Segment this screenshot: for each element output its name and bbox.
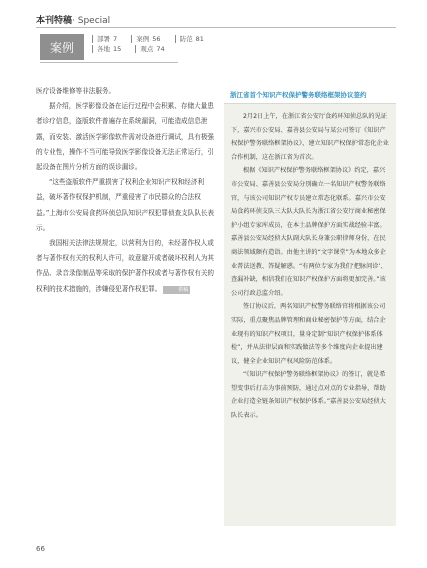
header-divider (36, 27, 396, 28)
stat-label: 案例 (136, 35, 150, 43)
stat-value: 7 (113, 35, 118, 43)
stats-separator (135, 45, 136, 53)
sidebar-paragraph: 根据《知识产权保护警务联络框架协议》约定，嘉兴市公安局、嘉善县公安局分别确立一名知识产权警务联络官，与该公司知识产权专员建立常态化联系。嘉兴市公安局食药环侦支队三大队大队长为浙江省公安厅商业秘密保护小组专家库成员，在本土品牌保护方面实战经验丰富。嘉善县公安局经侦大队副大队长身兼公职律师身份，在民商法领域颇有造诣。由他主讲的“文字课堂”为本地众多企业普法送教、答疑解惑。“有两位专家为我们‘把脉问诊’、查漏补缺，相信我们在知识产权保护方面将更加完善。”该公司行政总监介绍。 (231, 167, 387, 297)
section-title-sub: · Special (72, 16, 111, 26)
article-paragraph: “这些盗版软件严重损害了权利企业知识产权和经济利益，破坏著作权保护机制，严重侵害了市民群众的合法权益。”上海市公安局食药环侦总队知识产权犯罪侦查支队队长表示。 (36, 178, 215, 232)
stats-row-2 (92, 44, 216, 54)
stat-value: 81 (195, 35, 204, 43)
article-paragraph: 医疗设备维修等非法服务。 (36, 87, 116, 95)
stat-label: 各地 (97, 45, 110, 53)
section-stats (92, 34, 216, 54)
section-title (36, 13, 110, 26)
stats-separator (92, 35, 93, 43)
stat-label: 观点 (140, 45, 154, 53)
source-badge: 供稿 (163, 286, 190, 294)
article-paragraph-last (36, 236, 216, 297)
stat-value: 56 (152, 35, 161, 43)
stats-separator (131, 35, 132, 43)
main-article (36, 84, 216, 297)
sidebar-body (224, 104, 396, 429)
stat-label: 防范 (179, 35, 193, 43)
page-number: 66 (36, 545, 45, 553)
section-title-main: 本刊特稿 (36, 16, 73, 26)
article-paragraph: 据介绍，医学影像设备在运行过程中会积累、存储大量患者诊疗信息，盗版软件普遍存在系统漏洞，可能造成信息泄露，而安装、激活医学影像软件需对设备进行调试，具有极强的专业性，操作不当可能导致医学影像设备无法正常运行，引起设备在图片分析方面的误诊漏诊。 (36, 102, 215, 172)
sidebar-paragraph: 签订协议后，两名知识产权警务联络官将根据该公司实际，重点聚焦品牌管理和商业秘密保护等方面，结合企业现有的知识产权项目，量身定制“知识产权保护体系体检”，并从法律层面和实践做法等多个维度向企业提出建议，健全企业知识产权风险防范体系。 (231, 303, 386, 365)
stats-row-1 (92, 34, 216, 44)
article-paragraph-text: 我国相关法律法规规定，以营利为目的，未经著作权人或者与著作权有关的权利人许可，故意避开或者破坏权利人为其作品、录音录像制品等采取的保护著作权或者与著作权有关的权利的技术措施的，涉嫌侵犯著作权犯罪。 (36, 239, 215, 293)
stats-separator (92, 45, 93, 53)
sidebar-title: 浙江省首个知识产权保护警务联络框架协议签约 (224, 86, 396, 104)
stat-value: 15 (113, 45, 122, 53)
sidebar-box (224, 86, 396, 526)
stat-value: 74 (156, 45, 165, 53)
sidebar-paragraph: 2月2日上午，在浙江省公安厅食药环知侦总队的见证下，嘉兴市公安局、嘉善县公安局与某公司签订《知识产权保护警务联络框架协议》，建立知识产权保护常态化企业合作机制，这在浙江省为首次。 (231, 113, 389, 161)
stat-label: 部署 (97, 35, 110, 43)
category-tag: 案例 (40, 34, 84, 60)
stats-separator (175, 35, 176, 43)
sidebar-paragraph: “《知识产权保护警务联络框架协议》的签订，就是希望变事后打击为事前预防，通过点对点的专业指导，帮助企业打造全链条知识产权保护体系。”嘉善县公安局经侦大队长表示。 (231, 371, 386, 420)
stats-divider (40, 62, 178, 63)
